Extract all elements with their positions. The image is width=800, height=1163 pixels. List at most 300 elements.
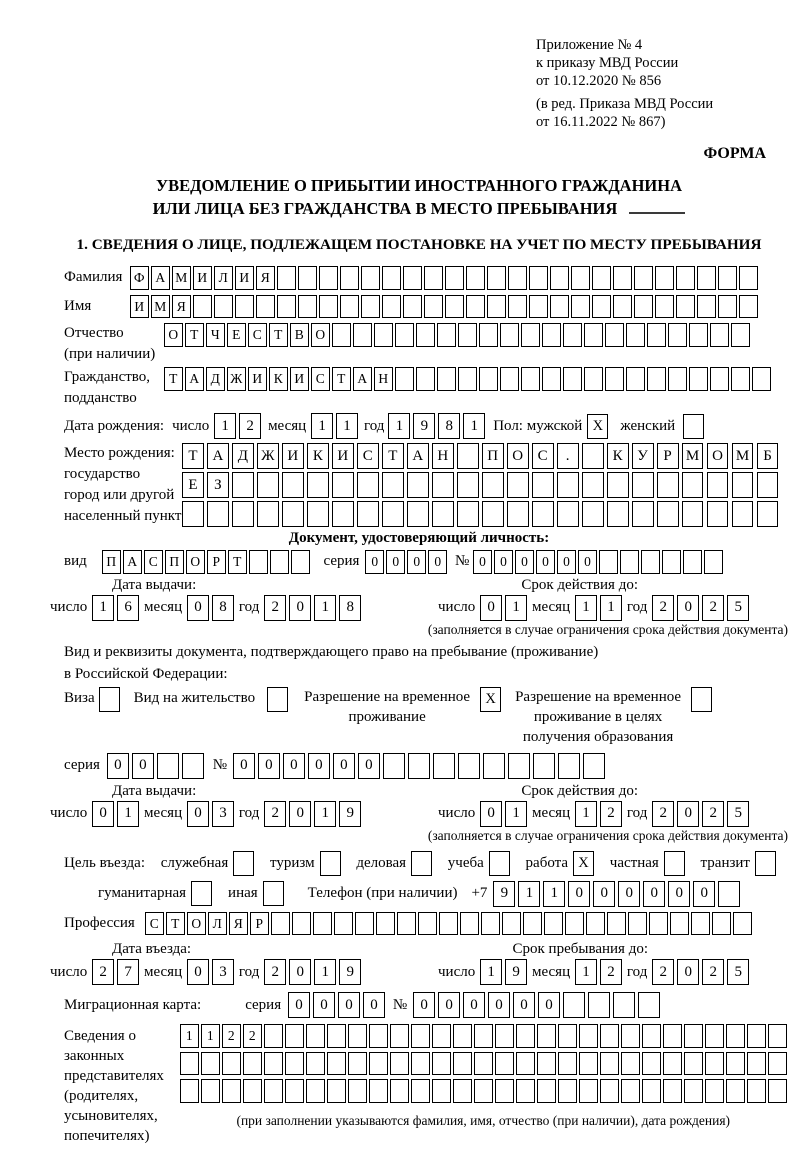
char-box[interactable]: 2 — [222, 1024, 241, 1048]
char-box[interactable] — [390, 1079, 409, 1103]
purpose-study-checkbox[interactable] — [489, 851, 510, 876]
char-box[interactable] — [432, 1052, 451, 1076]
char-box[interactable] — [707, 501, 729, 527]
char-box[interactable] — [361, 295, 380, 319]
char-box[interactable] — [707, 472, 729, 498]
char-box[interactable] — [657, 472, 679, 498]
purpose-other-checkbox[interactable] — [263, 881, 284, 906]
char-box[interactable] — [768, 1024, 787, 1048]
char-box[interactable]: . — [557, 443, 579, 469]
char-box[interactable] — [458, 367, 477, 391]
char-box[interactable] — [563, 992, 585, 1018]
char-box[interactable]: 1 — [575, 959, 597, 985]
char-box[interactable] — [495, 1079, 514, 1103]
stay-day-boxes[interactable] — [480, 959, 527, 985]
char-box[interactable]: 0 — [677, 595, 699, 621]
char-box[interactable] — [634, 266, 653, 290]
char-box[interactable] — [642, 1079, 661, 1103]
char-box[interactable] — [582, 472, 604, 498]
char-box[interactable] — [655, 295, 674, 319]
char-box[interactable]: Т — [166, 912, 185, 936]
char-box[interactable] — [697, 266, 716, 290]
char-box[interactable]: М — [732, 443, 754, 469]
char-box[interactable]: Н — [374, 367, 393, 391]
char-box[interactable]: Т — [228, 550, 247, 574]
char-box[interactable] — [180, 1052, 199, 1076]
char-box[interactable]: 2 — [239, 413, 261, 439]
char-box[interactable] — [382, 501, 404, 527]
char-box[interactable] — [327, 1052, 346, 1076]
char-box[interactable] — [768, 1052, 787, 1076]
char-box[interactable]: 0 — [677, 959, 699, 985]
char-box[interactable] — [357, 501, 379, 527]
residence-issue-year-boxes[interactable] — [264, 801, 361, 827]
char-box[interactable]: 1 — [575, 595, 597, 621]
legal-rep-row3-boxes[interactable] — [180, 1079, 787, 1103]
char-box[interactable] — [306, 1079, 325, 1103]
residence-issue-month-boxes[interactable] — [187, 801, 234, 827]
char-box[interactable]: 0 — [333, 753, 355, 779]
char-box[interactable] — [668, 323, 687, 347]
char-box[interactable]: 1 — [201, 1024, 220, 1048]
char-box[interactable]: 0 — [187, 595, 209, 621]
char-box[interactable]: 2 — [243, 1024, 262, 1048]
char-box[interactable] — [550, 266, 569, 290]
char-box[interactable] — [416, 367, 435, 391]
birth-day-boxes[interactable] — [214, 413, 261, 439]
char-box[interactable] — [642, 1024, 661, 1048]
char-box[interactable]: 0 — [428, 550, 447, 574]
char-box[interactable] — [557, 472, 579, 498]
char-box[interactable] — [395, 323, 414, 347]
char-box[interactable]: 2 — [702, 801, 724, 827]
residence-number-boxes[interactable] — [233, 753, 605, 779]
char-box[interactable] — [682, 472, 704, 498]
char-box[interactable] — [502, 912, 521, 936]
char-box[interactable]: 0 — [513, 992, 535, 1018]
char-box[interactable]: 0 — [693, 881, 715, 907]
char-box[interactable] — [307, 501, 329, 527]
char-box[interactable] — [445, 266, 464, 290]
char-box[interactable] — [264, 1024, 283, 1048]
char-box[interactable] — [271, 912, 290, 936]
char-box[interactable] — [395, 367, 414, 391]
char-box[interactable]: 1 — [575, 801, 597, 827]
char-box[interactable] — [705, 1052, 724, 1076]
char-box[interactable] — [726, 1052, 745, 1076]
char-box[interactable] — [718, 881, 740, 907]
char-box[interactable]: Т — [164, 367, 183, 391]
char-box[interactable]: 1 — [388, 413, 410, 439]
char-box[interactable] — [270, 550, 289, 574]
char-box[interactable] — [508, 266, 527, 290]
char-box[interactable] — [579, 1079, 598, 1103]
char-box[interactable] — [487, 266, 506, 290]
char-box[interactable]: 0 — [187, 959, 209, 985]
char-box[interactable] — [634, 295, 653, 319]
char-box[interactable]: 5 — [727, 959, 749, 985]
char-box[interactable]: 3 — [212, 959, 234, 985]
char-box[interactable] — [731, 367, 750, 391]
char-box[interactable] — [474, 1052, 493, 1076]
char-box[interactable] — [453, 1052, 472, 1076]
char-box[interactable]: Р — [250, 912, 269, 936]
char-box[interactable] — [348, 1024, 367, 1048]
char-box[interactable] — [537, 1052, 556, 1076]
char-box[interactable]: К — [269, 367, 288, 391]
char-box[interactable] — [332, 323, 351, 347]
migration-series-boxes[interactable] — [288, 992, 385, 1018]
char-box[interactable] — [457, 443, 479, 469]
char-box[interactable]: Н — [432, 443, 454, 469]
char-box[interactable]: 0 — [283, 753, 305, 779]
char-box[interactable]: 0 — [473, 550, 492, 574]
identity-valid-day-boxes[interactable] — [480, 595, 527, 621]
char-box[interactable]: П — [165, 550, 184, 574]
char-box[interactable] — [334, 912, 353, 936]
char-box[interactable]: Я — [172, 295, 191, 319]
char-box[interactable] — [353, 323, 372, 347]
char-box[interactable] — [642, 1052, 661, 1076]
char-box[interactable]: 1 — [314, 801, 336, 827]
char-box[interactable] — [193, 295, 212, 319]
char-box[interactable]: 8 — [212, 595, 234, 621]
char-box[interactable]: А — [151, 266, 170, 290]
char-box[interactable] — [638, 992, 660, 1018]
char-box[interactable] — [207, 501, 229, 527]
char-box[interactable] — [726, 1024, 745, 1048]
residence-valid-year-boxes[interactable] — [652, 801, 749, 827]
char-box[interactable]: Ж — [257, 443, 279, 469]
char-box[interactable]: 2 — [264, 801, 286, 827]
char-box[interactable]: 0 — [233, 753, 255, 779]
char-box[interactable]: О — [507, 443, 529, 469]
char-box[interactable] — [285, 1052, 304, 1076]
char-box[interactable]: 0 — [386, 550, 405, 574]
char-box[interactable]: А — [123, 550, 142, 574]
char-box[interactable]: И — [332, 443, 354, 469]
char-box[interactable]: Я — [256, 266, 275, 290]
char-box[interactable] — [348, 1079, 367, 1103]
char-box[interactable] — [348, 1052, 367, 1076]
char-box[interactable]: Б — [757, 443, 779, 469]
char-box[interactable] — [500, 323, 519, 347]
birth-place-row1-boxes[interactable] — [182, 443, 778, 469]
char-box[interactable] — [558, 753, 580, 779]
char-box[interactable] — [180, 1079, 199, 1103]
char-box[interactable]: 2 — [264, 959, 286, 985]
char-box[interactable] — [757, 501, 779, 527]
char-box[interactable] — [340, 266, 359, 290]
visa-checkbox[interactable] — [99, 687, 120, 712]
char-box[interactable] — [563, 323, 582, 347]
char-box[interactable]: 1 — [180, 1024, 199, 1048]
char-box[interactable]: 2 — [600, 959, 622, 985]
char-box[interactable]: 1 — [311, 413, 333, 439]
purpose-transit-checkbox[interactable] — [755, 851, 776, 876]
char-box[interactable]: О — [187, 912, 206, 936]
char-box[interactable]: И — [193, 266, 212, 290]
char-box[interactable] — [599, 550, 618, 574]
char-box[interactable]: 0 — [338, 992, 360, 1018]
entry-month-boxes[interactable] — [187, 959, 234, 985]
char-box[interactable]: 9 — [493, 881, 515, 907]
char-box[interactable] — [768, 1079, 787, 1103]
char-box[interactable]: 1 — [600, 595, 622, 621]
char-box[interactable] — [600, 1079, 619, 1103]
char-box[interactable] — [285, 1024, 304, 1048]
residence-permit-checkbox[interactable] — [267, 687, 288, 712]
char-box[interactable] — [632, 472, 654, 498]
char-box[interactable] — [243, 1052, 262, 1076]
char-box[interactable] — [411, 1052, 430, 1076]
char-box[interactable]: 1 — [117, 801, 139, 827]
identity-issue-day-boxes[interactable] — [92, 595, 139, 621]
char-box[interactable]: 2 — [92, 959, 114, 985]
char-box[interactable] — [532, 472, 554, 498]
char-box[interactable] — [600, 1024, 619, 1048]
char-box[interactable]: О — [311, 323, 330, 347]
char-box[interactable] — [383, 753, 405, 779]
char-box[interactable] — [495, 1024, 514, 1048]
char-box[interactable] — [437, 323, 456, 347]
char-box[interactable] — [340, 295, 359, 319]
char-box[interactable]: 0 — [494, 550, 513, 574]
char-box[interactable]: 0 — [132, 753, 154, 779]
char-box[interactable] — [460, 912, 479, 936]
char-box[interactable] — [282, 472, 304, 498]
char-box[interactable]: Д — [206, 367, 225, 391]
char-box[interactable] — [605, 323, 624, 347]
char-box[interactable] — [232, 501, 254, 527]
char-box[interactable] — [432, 1024, 451, 1048]
char-box[interactable] — [257, 472, 279, 498]
char-box[interactable]: К — [307, 443, 329, 469]
char-box[interactable] — [182, 501, 204, 527]
char-box[interactable] — [157, 753, 179, 779]
char-box[interactable]: 0 — [288, 992, 310, 1018]
char-box[interactable] — [432, 501, 454, 527]
char-box[interactable] — [647, 323, 666, 347]
char-box[interactable] — [256, 295, 275, 319]
char-box[interactable] — [588, 992, 610, 1018]
char-box[interactable]: 0 — [313, 992, 335, 1018]
char-box[interactable] — [718, 266, 737, 290]
residence-valid-day-boxes[interactable] — [480, 801, 527, 827]
char-box[interactable] — [298, 295, 317, 319]
char-box[interactable] — [307, 472, 329, 498]
char-box[interactable]: 8 — [438, 413, 460, 439]
sex-female-checkbox[interactable] — [683, 414, 704, 439]
char-box[interactable] — [682, 501, 704, 527]
char-box[interactable] — [403, 295, 422, 319]
char-box[interactable] — [257, 501, 279, 527]
char-box[interactable]: 0 — [677, 801, 699, 827]
char-box[interactable]: Я — [229, 912, 248, 936]
char-box[interactable]: 1 — [543, 881, 565, 907]
char-box[interactable] — [390, 1024, 409, 1048]
char-box[interactable] — [432, 472, 454, 498]
char-box[interactable] — [416, 323, 435, 347]
char-box[interactable] — [705, 1079, 724, 1103]
char-box[interactable]: 1 — [314, 959, 336, 985]
char-box[interactable]: 0 — [363, 992, 385, 1018]
surname-boxes[interactable] — [130, 266, 758, 290]
char-box[interactable] — [537, 1024, 556, 1048]
char-box[interactable]: 0 — [407, 550, 426, 574]
char-box[interactable] — [291, 550, 310, 574]
char-box[interactable] — [663, 1079, 682, 1103]
char-box[interactable] — [445, 295, 464, 319]
char-box[interactable]: 5 — [727, 801, 749, 827]
char-box[interactable] — [432, 1079, 451, 1103]
char-box[interactable] — [453, 1079, 472, 1103]
char-box[interactable] — [458, 323, 477, 347]
char-box[interactable]: 9 — [339, 801, 361, 827]
char-box[interactable] — [479, 323, 498, 347]
char-box[interactable]: 0 — [187, 801, 209, 827]
char-box[interactable] — [382, 266, 401, 290]
char-box[interactable] — [277, 295, 296, 319]
char-box[interactable] — [691, 912, 710, 936]
char-box[interactable]: 8 — [339, 595, 361, 621]
identity-issue-month-boxes[interactable] — [187, 595, 234, 621]
char-box[interactable]: 2 — [264, 595, 286, 621]
char-box[interactable] — [418, 912, 437, 936]
edu-permit-checkbox[interactable] — [691, 687, 712, 712]
char-box[interactable] — [232, 472, 254, 498]
char-box[interactable]: 5 — [727, 595, 749, 621]
identity-valid-month-boxes[interactable] — [575, 595, 622, 621]
char-box[interactable]: Т — [332, 367, 351, 391]
birth-month-boxes[interactable] — [311, 413, 358, 439]
char-box[interactable] — [500, 367, 519, 391]
char-box[interactable]: О — [707, 443, 729, 469]
char-box[interactable]: С — [311, 367, 330, 391]
temp-permit-checkbox[interactable]: X — [480, 687, 501, 712]
entry-day-boxes[interactable] — [92, 959, 139, 985]
residence-series-boxes[interactable] — [107, 753, 204, 779]
char-box[interactable] — [697, 295, 716, 319]
char-box[interactable] — [550, 295, 569, 319]
char-box[interactable]: О — [186, 550, 205, 574]
char-box[interactable] — [357, 472, 379, 498]
entry-year-boxes[interactable] — [264, 959, 361, 985]
char-box[interactable] — [355, 912, 374, 936]
char-box[interactable] — [626, 323, 645, 347]
char-box[interactable]: 2 — [702, 959, 724, 985]
legal-rep-row2-boxes[interactable] — [180, 1052, 787, 1076]
char-box[interactable] — [586, 912, 605, 936]
char-box[interactable] — [565, 912, 584, 936]
char-box[interactable] — [521, 323, 540, 347]
char-box[interactable] — [592, 295, 611, 319]
char-box[interactable] — [628, 912, 647, 936]
char-box[interactable] — [747, 1024, 766, 1048]
char-box[interactable] — [558, 1079, 577, 1103]
char-box[interactable] — [319, 266, 338, 290]
char-box[interactable] — [376, 912, 395, 936]
char-box[interactable]: И — [235, 266, 254, 290]
char-box[interactable] — [319, 295, 338, 319]
char-box[interactable] — [670, 912, 689, 936]
purpose-tourism-checkbox[interactable] — [320, 851, 341, 876]
char-box[interactable]: 0 — [568, 881, 590, 907]
char-box[interactable] — [757, 472, 779, 498]
char-box[interactable] — [369, 1024, 388, 1048]
char-box[interactable] — [689, 367, 708, 391]
char-box[interactable]: 0 — [92, 801, 114, 827]
char-box[interactable] — [523, 912, 542, 936]
char-box[interactable] — [481, 912, 500, 936]
char-box[interactable] — [292, 912, 311, 936]
char-box[interactable]: 0 — [365, 550, 384, 574]
char-box[interactable] — [516, 1052, 535, 1076]
profession-boxes[interactable] — [145, 912, 752, 936]
char-box[interactable] — [739, 295, 758, 319]
char-box[interactable]: В — [290, 323, 309, 347]
stay-month-boxes[interactable] — [575, 959, 622, 985]
char-box[interactable]: М — [151, 295, 170, 319]
char-box[interactable]: 0 — [358, 753, 380, 779]
char-box[interactable] — [306, 1024, 325, 1048]
char-box[interactable] — [641, 550, 660, 574]
char-box[interactable]: Л — [214, 266, 233, 290]
char-box[interactable] — [676, 295, 695, 319]
char-box[interactable] — [647, 367, 666, 391]
char-box[interactable] — [537, 1079, 556, 1103]
char-box[interactable] — [613, 992, 635, 1018]
char-box[interactable] — [684, 1079, 703, 1103]
char-box[interactable] — [607, 501, 629, 527]
char-box[interactable] — [579, 1024, 598, 1048]
char-box[interactable] — [298, 266, 317, 290]
char-box[interactable]: 2 — [652, 959, 674, 985]
char-box[interactable] — [249, 550, 268, 574]
char-box[interactable] — [243, 1079, 262, 1103]
identity-issue-year-boxes[interactable] — [264, 595, 361, 621]
char-box[interactable]: 6 — [117, 595, 139, 621]
char-box[interactable] — [662, 550, 681, 574]
char-box[interactable] — [605, 367, 624, 391]
char-box[interactable]: 0 — [413, 992, 435, 1018]
char-box[interactable] — [285, 1079, 304, 1103]
birth-year-boxes[interactable] — [388, 413, 485, 439]
citizenship-boxes[interactable] — [164, 367, 771, 391]
char-box[interactable] — [718, 295, 737, 319]
char-box[interactable] — [466, 266, 485, 290]
char-box[interactable]: 0 — [593, 881, 615, 907]
char-box[interactable]: И — [248, 367, 267, 391]
char-box[interactable]: К — [607, 443, 629, 469]
char-box[interactable]: И — [130, 295, 149, 319]
char-box[interactable]: Т — [382, 443, 404, 469]
char-box[interactable] — [508, 295, 527, 319]
char-box[interactable] — [621, 1052, 640, 1076]
char-box[interactable] — [626, 367, 645, 391]
char-box[interactable]: И — [282, 443, 304, 469]
char-box[interactable]: А — [353, 367, 372, 391]
char-box[interactable] — [403, 266, 422, 290]
birth-place-row3-boxes[interactable] — [182, 501, 778, 527]
char-box[interactable]: С — [145, 912, 164, 936]
char-box[interactable]: О — [164, 323, 183, 347]
char-box[interactable]: Ф — [130, 266, 149, 290]
char-box[interactable]: 0 — [258, 753, 280, 779]
char-box[interactable] — [529, 266, 548, 290]
char-box[interactable] — [235, 295, 254, 319]
char-box[interactable] — [458, 753, 480, 779]
